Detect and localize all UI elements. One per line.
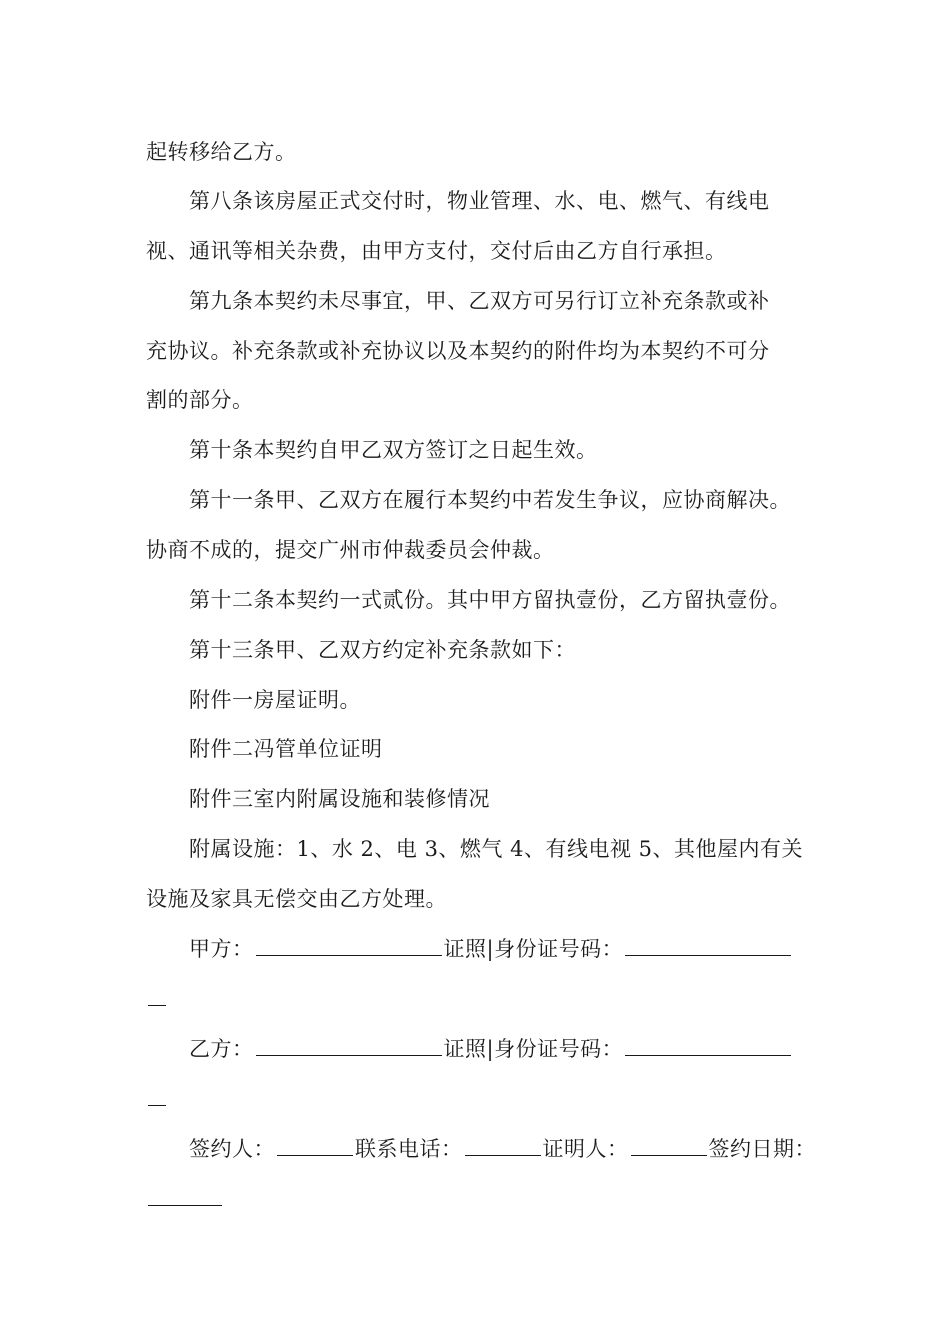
party-a-id-blank-continued[interactable] xyxy=(148,985,166,1006)
phone-label: 联系电话： xyxy=(355,1137,463,1161)
witness-blank[interactable] xyxy=(631,1135,707,1156)
article-10: 第十条本契约自甲乙双方签订之日起生效。 xyxy=(189,438,598,462)
party-a-name-blank[interactable] xyxy=(256,935,442,956)
date-continuation xyxy=(146,1184,826,1214)
party-a-row xyxy=(189,934,829,964)
attachment-3: 附件三室内附属设施和装修情况 xyxy=(189,787,490,811)
party-b-row xyxy=(189,1034,829,1064)
party-b-id-label: 证照|身份证号码： xyxy=(443,1037,624,1061)
witness-label: 证明人： xyxy=(542,1137,629,1161)
party-b-id-blank-continued[interactable] xyxy=(148,1085,166,1106)
party-a-continuation xyxy=(146,984,826,1014)
article-11-line-1: 第十一条甲、乙双方在履行本契约中若发生争议，应协商解决。 xyxy=(189,488,791,512)
article-9-line-2: 充协议。补充条款或补充协议以及本契约的附件均为本契约不可分 xyxy=(146,339,770,363)
party-a-label: 甲方： xyxy=(189,937,254,961)
facilities-line-1: 附属设施：1、水 2、电 3、燃气 4、有线电视 5、其他屋内有关 xyxy=(189,837,804,861)
article-11-line-2: 协商不成的，提交广州市仲裁委员会仲裁。 xyxy=(146,538,555,562)
date-blank[interactable] xyxy=(148,1185,222,1206)
article-8-line-2: 视、通讯等相关杂费，由甲方支付，交付后由乙方自行承担。 xyxy=(146,239,727,263)
article-8-line-1: 第八条该房屋正式交付时，物业管理、水、电、燃气、有线电 xyxy=(189,189,770,213)
party-a-id-blank[interactable] xyxy=(625,935,791,956)
article-9-line-1: 第九条本契约未尽事宜，甲、乙双方可另行订立补充条款或补 xyxy=(189,289,770,313)
attachment-2: 附件二冯管单位证明 xyxy=(189,737,383,761)
attachment-1: 附件一房屋证明。 xyxy=(189,688,361,712)
date-label: 签约日期： xyxy=(708,1137,816,1161)
party-b-id-blank[interactable] xyxy=(625,1035,791,1056)
paragraph-line: 起转移给乙方。 xyxy=(146,140,297,164)
party-b-continuation xyxy=(146,1084,826,1114)
party-b-label: 乙方： xyxy=(189,1037,254,1061)
article-12: 第十二条本契约一式贰份。其中甲方留执壹份，乙方留执壹份。 xyxy=(189,588,791,612)
party-a-id-label: 证照|身份证号码： xyxy=(443,937,624,961)
party-b-name-blank[interactable] xyxy=(256,1035,442,1056)
phone-blank[interactable] xyxy=(465,1135,541,1156)
facilities-line-2: 设施及家具无偿交由乙方处理。 xyxy=(146,887,447,911)
signer-row xyxy=(189,1134,829,1164)
article-13: 第十三条甲、乙双方约定补充条款如下： xyxy=(189,638,576,662)
signer-label: 签约人： xyxy=(189,1137,275,1161)
article-9-line-3: 割的部分。 xyxy=(146,388,254,412)
signer-blank[interactable] xyxy=(277,1135,353,1156)
